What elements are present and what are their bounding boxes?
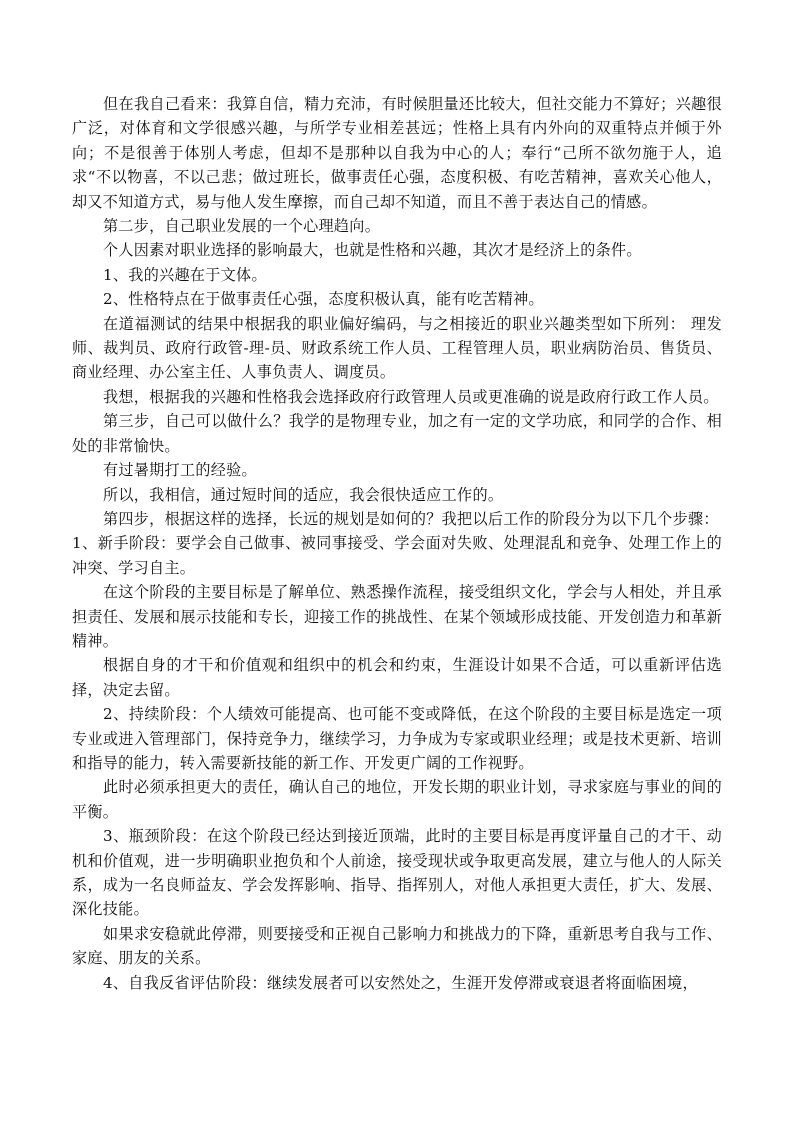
document-page: [72, 92, 722, 995]
paragraph: 第三步，自己可以做什么？我学的是物理专业，加之有一定的文学功底，和同学的合作、相处的非常愉快。: [72, 412, 722, 455]
paragraph: 4、自我反省评估阶段：继续发展者可以安然处之，生涯开发停滞或衰退者将面临困境，: [103, 973, 698, 992]
paragraph: 此时必须承担更大的责任，确认自己的地位，开发长期的职业计划，寻求家庭与事业的间的平衡。: [72, 778, 722, 821]
paragraph: 第二步，自己职业发展的一个心理趋向。: [103, 217, 381, 236]
paragraph: 2、性格特点在于做事责任心强，态度积极认真，能有吃苦精神。: [103, 290, 544, 309]
paragraph: 1、新手阶段：要学会自己做事、被同事接受、学会面对失败、处理混乱和竞争、处理工作上的冲突、学习自主。: [72, 534, 722, 577]
paragraph: 第四步，根据这样的选择，长远的规划是如何的？我把以后工作的阶段分为以下几个步骤：: [103, 509, 719, 528]
paragraph: 所以，我相信，通过短时间的适应，我会很快适应工作的。: [103, 485, 504, 504]
paragraph: 3、瓶颈阶段：在这个阶段已经达到接近顶端，此时的主要目标是再度评量自己的才干、动机和价值观，进一步明确职业抱负和个人前途，接受现状或争取更高发展，建立与他人的人际关系，成为一名良师益友、学会发挥影响、指导、指挥别人，对他人承担更大责任，扩大、发展、深化技能。: [72, 827, 722, 919]
paragraph: 在这个阶段的主要目标是了解单位、熟悉操作流程，接受组织文化，学会与人相处，并且承担责任、发展和展示技能和专长，迎接工作的挑战性、在某个领域形成技能、开发创造力和革新精神。: [72, 583, 722, 650]
paragraph: 根据自身的才干和价值观和组织中的机会和约束，生涯设计如果不合适，可以重新评估选择，决定去留。: [72, 656, 722, 699]
paragraph: 我想，根据我的兴趣和性格我会选择政府行政管理人员或更准确的说是政府行政工作人员。: [103, 387, 719, 406]
paragraph: 2、持续阶段：个人绩效可能提高、也可能不变或降低，在这个阶段的主要目标是选定一项专业或进入管理部门，保持竞争力，继续学习，力争成为专家或职业经理；或是技术更新、培训和指导的能力，转入需要新技能的新工作、开发更广阔的工作视野。: [72, 705, 722, 772]
paragraph: 个人因素对职业选择的影响最大，也就是性格和兴趣，其次才是经济上的条件。: [103, 241, 642, 260]
paragraph: 如果求安稳就此停滞，则要接受和正视自己影响力和挑战力的下降，重新思考自我与工作、家庭、朋友的关系。: [72, 924, 722, 968]
paragraph: 但在我自己看来：我算自信，精力充沛，有时候胆量还比较大，但社交能力不算好；兴趣很广泛，对体育和文学很感兴趣，与所学专业相差甚远；性格上具有内外向的双重特点并倾于外向；不是很善于体别人考虑，但却不是那种以自我为中心的人；奉行“己所不欲勿施于人，追求“不以物喜，不以己悲；做过班长，做事责任心强，态度积极、有吃苦精神，喜欢关心他人，却又不知道方式，易与他人发生摩擦，而自己却不知道，而且不善于表达自己的情感。: [72, 95, 722, 211]
paragraph: 在道福测试的结果中根据我的职业偏好编码，与之相接近的职业兴趣类型如下所列： 理发师、裁判员、政府行政管-理-员、财政系统工作人员、工程管理人员，职业病防治员、售货员、商业经理、办公室主任、人事负责人、调度员。: [72, 314, 722, 382]
paragraph: 1、我的兴趣在于文体。: [103, 265, 267, 284]
paragraph: 有过暑期打工的经验。: [103, 461, 257, 480]
